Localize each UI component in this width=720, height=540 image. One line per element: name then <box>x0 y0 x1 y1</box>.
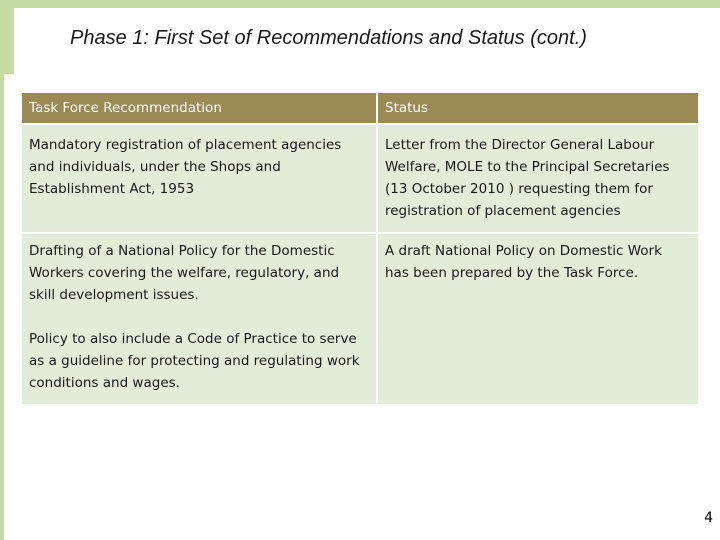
slide-title: Phase 1: First Set of Recommendations and Status (cont.) <box>70 27 587 49</box>
page-number: 4 <box>704 510 713 526</box>
status-cell <box>377 124 699 233</box>
recommendation-cell <box>21 233 377 405</box>
table-row <box>21 124 699 233</box>
table-header-row <box>21 92 699 124</box>
recommendation-paragraph <box>29 328 368 394</box>
recommendation-bold-text: Mandatory registration of placement agencies and individuals <box>29 137 342 175</box>
recommendation-bold-text: Code of Practice <box>187 331 298 347</box>
recommendation-text: Policy to also include a <box>29 331 188 347</box>
recommendation-text: Drafting of a <box>29 243 119 259</box>
left-accent-rule <box>0 74 4 540</box>
recommendation-text: covering the welfare, regulatory, and skill development issues. <box>29 265 340 303</box>
recommendation-paragraph <box>29 240 368 306</box>
recommendation-text: , under the Shops and Establishment Act, 1953 <box>29 159 281 197</box>
recommendation-paragraph <box>29 134 368 200</box>
recommendation-cell <box>21 124 377 233</box>
column-header-status: Status <box>377 92 699 124</box>
recommendation-bold-text: National Policy for the Domestic Workers <box>29 243 335 281</box>
recommendation-text: to serve as a guideline for protecting and regulating work conditions and wages. <box>29 331 360 391</box>
status-cell <box>377 233 699 405</box>
column-header-recommendation: Task Force Recommendation <box>21 92 377 124</box>
status-text: Letter from the Director General Labour Welfare, MOLE to the Principal Secretaries (13 October 2010 ) requesting them for registration of placement agencies <box>385 137 670 219</box>
table-row <box>21 233 699 405</box>
recommendations-table <box>20 91 700 406</box>
status-text: A draft National Policy on Domestic Work has been prepared by the Task Force. <box>385 243 662 281</box>
